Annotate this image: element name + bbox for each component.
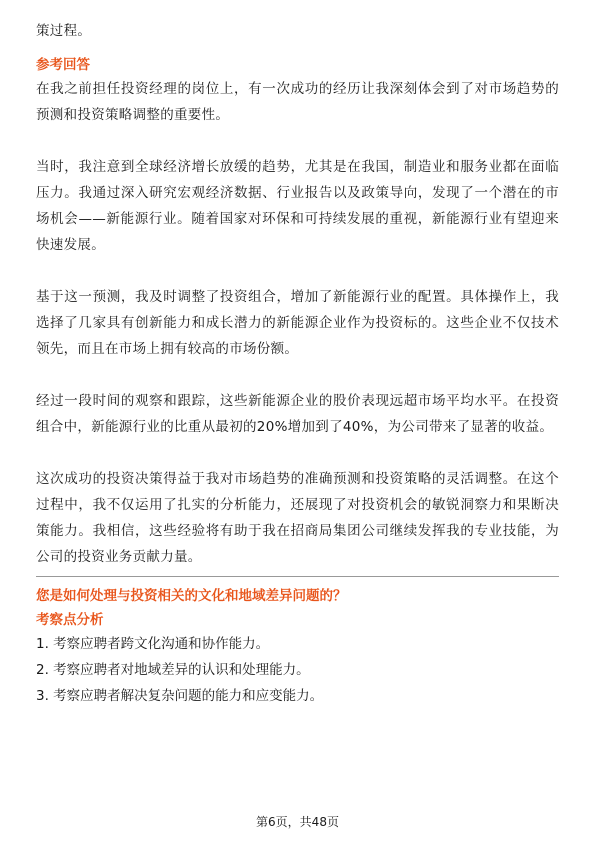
page-content <box>36 18 559 709</box>
continuation-text: 策过程。 <box>36 23 92 39</box>
page-number: 第6页，共48页 <box>256 815 339 829</box>
answer-heading: 参考回答 <box>36 57 90 73</box>
question-heading: 您是如何处理与投资相关的文化和地域差异问题的？ <box>36 588 347 604</box>
analysis-item: 3. 考察应聘者解决复杂问题的能力和应变能力。 <box>36 688 324 704</box>
answer-paragraph: 经过一段时间的观察和跟踪，这些新能源企业的股价表现远超市场平均水平。在投资组合中，新能源行业的比重从最初的20%增加到了40%，为公司带来了显著的收益。 <box>36 393 559 435</box>
section-divider <box>36 576 559 577</box>
answer-paragraph: 当时，我注意到全球经济增长放缓的趋势，尤其是在我国，制造业和服务业都在面临压力。我通过深入研究宏观经济数据、行业报告以及政策导向，发现了一个潜在的市场机会——新能源行业。随着国家对环保和可持续发展的重视，新能源行业有望迎来快速发展。 <box>36 159 559 253</box>
analysis-item: 1. 考察应聘者跨文化沟通和协作能力。 <box>36 636 270 652</box>
answer-paragraph: 这次成功的投资决策得益于我对市场趋势的准确预测和投资策略的灵活调整。在这个过程中，我不仅运用了扎实的分析能力，还展现了对投资机会的敏锐洞察力和果断决策能力。我相信，这些经验将有助于我在招商局集团公司继续发挥我的专业技能，为公司的投资业务贡献力量。 <box>36 471 559 565</box>
answer-paragraph: 基于这一预测，我及时调整了投资组合，增加了新能源行业的配置。具体操作上，我选择了几家具有创新能力和成长潜力的新能源企业作为投资标的。这些企业不仅技术领先，而且在市场上拥有较高的市场份额。 <box>36 289 559 357</box>
analysis-heading: 考察点分析 <box>36 612 104 628</box>
answer-paragraph: 在我之前担任投资经理的岗位上，有一次成功的经历让我深刻体会到了对市场趋势的预测和投资策略调整的重要性。 <box>36 81 559 123</box>
analysis-item: 2. 考察应聘者对地域差异的认识和处理能力。 <box>36 662 310 678</box>
